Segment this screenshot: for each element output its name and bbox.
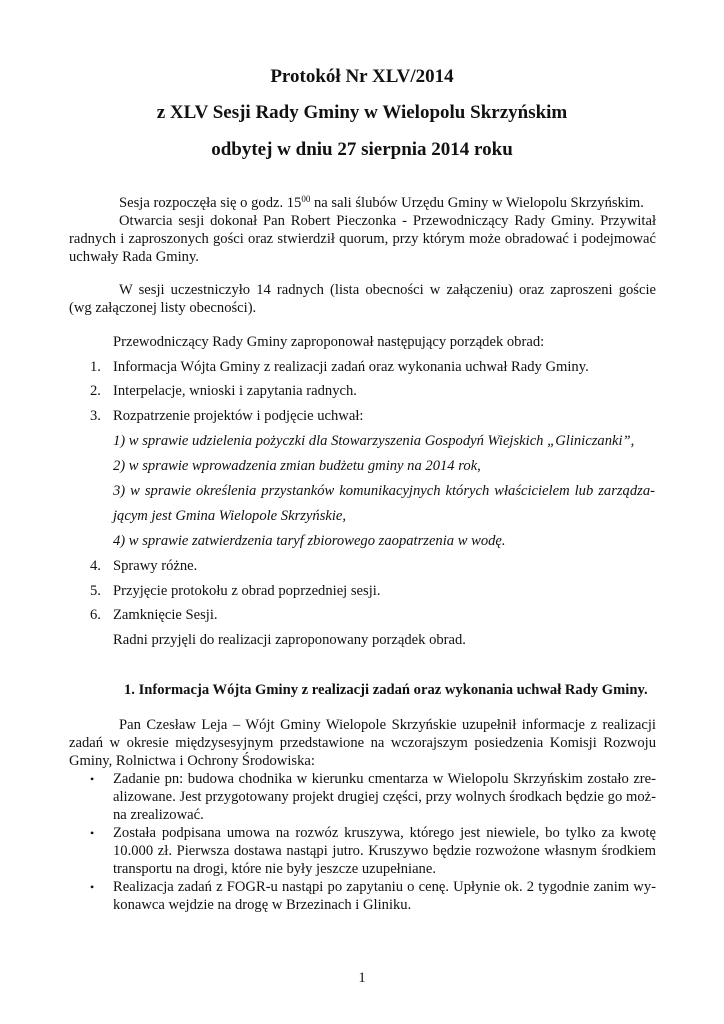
session-start-text: Sesja rozpoczęła się o godz. 15 [119,195,302,211]
attendance-paragraph-line1: W sesji uczestniczyło 14 radnych (lista obecności w załączeniu) oraz zaproszeni goście [119,282,656,298]
agenda-item-number: 6. [90,607,101,623]
session-title: z XLV Sesji Rady Gminy w Wielopolu Skrzyńskim [156,102,568,123]
section-1-heading: 1. Informacja Wójta Gminy z realizacji zadań oraz wykonania uchwał Rady Gminy. [124,682,648,698]
session-start-place: na sali ślubów Urzędu Gminy w Wielopolu Skrzyńskim. [310,195,644,211]
agenda-item-1: Informacja Wójta Gminy z realizacji zadań oraz wykonania uchwał Rady Gminy. [113,359,589,375]
resolution-2: 2) w sprawie wprowadzenia zmian budżetu gminy na 2014 rok, [113,458,481,474]
agenda-item-6: Zamknięcie Sesji. [113,607,218,623]
bullet-icon: • [90,826,95,840]
resolution-4: 4) w sprawie zatwierdzenia taryf zbiorowego zaopatrzenia w wodę. [113,533,506,549]
bullet-2-line3: transportu na drogi, które nie były jeszcze uzupełniane. [113,861,436,877]
bullet-1-line1: Zadanie pn: budowa chodnika w kierunku cmentarza w Wielopolu Skrzyńskim zostało zre- [113,771,656,787]
bullet-3-line2: konawca wejdzie na drogę w Brzezinach i Gliniku. [113,897,412,913]
bullet-2-line2: 10.000 zł. Pierwsza dostawa nastąpi jutro. Kruszywo będzie rozwożone własnym środkiem [113,843,656,859]
agenda-item-4: Sprawy różne. [113,558,198,574]
resolution-1: 1) w sprawie udzielenia pożyczki dla Stowarzyszenia Gospodyń Wiejskich „Gliniczanki”, [113,433,635,449]
bullet-2-line1: Została podpisana umowa na rozwóz kruszywa, którego jest niewiele, bo tylko za kwotę [113,825,656,841]
agenda-item-5: Przyjęcie protokołu z obrad poprzedniej sesji. [113,583,381,599]
bullet-1-line3: na zrealizować. [113,807,204,823]
section-1-paragraph-line3: Gminy, Rolnictwa i Ochrony Środowiska: [69,753,315,769]
session-date-title: odbytej w dniu 27 sierpnia 2014 roku [211,139,513,160]
bullet-3-line1: Realizacja zadań z FOGR-u nastąpi po zapytaniu o cenę. Upłynie ok. 2 tygodnie zanim wy- [113,879,656,895]
bullet-icon: • [90,880,95,894]
opening-paragraph-line3: uchwały Rada Gminy. [69,249,199,265]
agenda-intro: Przewodniczący Rady Gminy zaproponował następujący porządek obrad: [113,334,545,350]
bullet-1-line2: alizowane. Jest przygotowany projekt drugiej części, przy wolnych środkach będzie go moż- [113,789,656,805]
session-start-paragraph [119,194,644,212]
section-1-paragraph-line2: zadań w okresie międzysesyjnym przedstawione na wczorajszym posiedzenia Komisji Rozwoju [69,735,656,751]
agenda-item-number: 2. [90,383,101,399]
agenda-item-number: 5. [90,583,101,599]
resolution-3-line2: jącym jest Gmina Wielopole Skrzyńskie, [113,508,347,524]
agenda-item-2: Interpelacje, wnioski i zapytania radnych. [113,383,357,399]
agenda-item-number: 3. [90,408,101,424]
agenda-item-number: 4. [90,558,101,574]
resolution-3-line1: 3) w sprawie określenia przystanków komunikacyjnych których właścicielem lub zarządza- [113,483,655,499]
agenda-accepted: Radni przyjęli do realizacji zaproponowany porządek obrad. [113,632,466,648]
protocol-title: Protokół Nr XLV/2014 [270,66,454,87]
page-number: 1 [358,970,366,986]
bullet-icon: • [90,772,95,786]
attendance-paragraph-line2: (wg załączonej listy obecności). [69,300,257,316]
section-1-paragraph-line1: Pan Czesław Leja – Wójt Gminy Wielopole Skrzyńskie uzupełnił informacje z realizacji [119,717,656,733]
agenda-item-3: Rozpatrzenie projektów i podjęcie uchwał: [113,408,364,424]
opening-paragraph-line1: Otwarcia sesji dokonał Pan Robert Pieczonka - Przewodniczący Rady Gminy. Przywitał [119,213,656,229]
opening-paragraph-line2: radnych i zaproszonych gości oraz stwierdził quorum, przy którym może obradować i podejmować [69,231,656,247]
agenda-item-number: 1. [90,359,101,375]
session-start-minutes: 00 [301,194,311,204]
